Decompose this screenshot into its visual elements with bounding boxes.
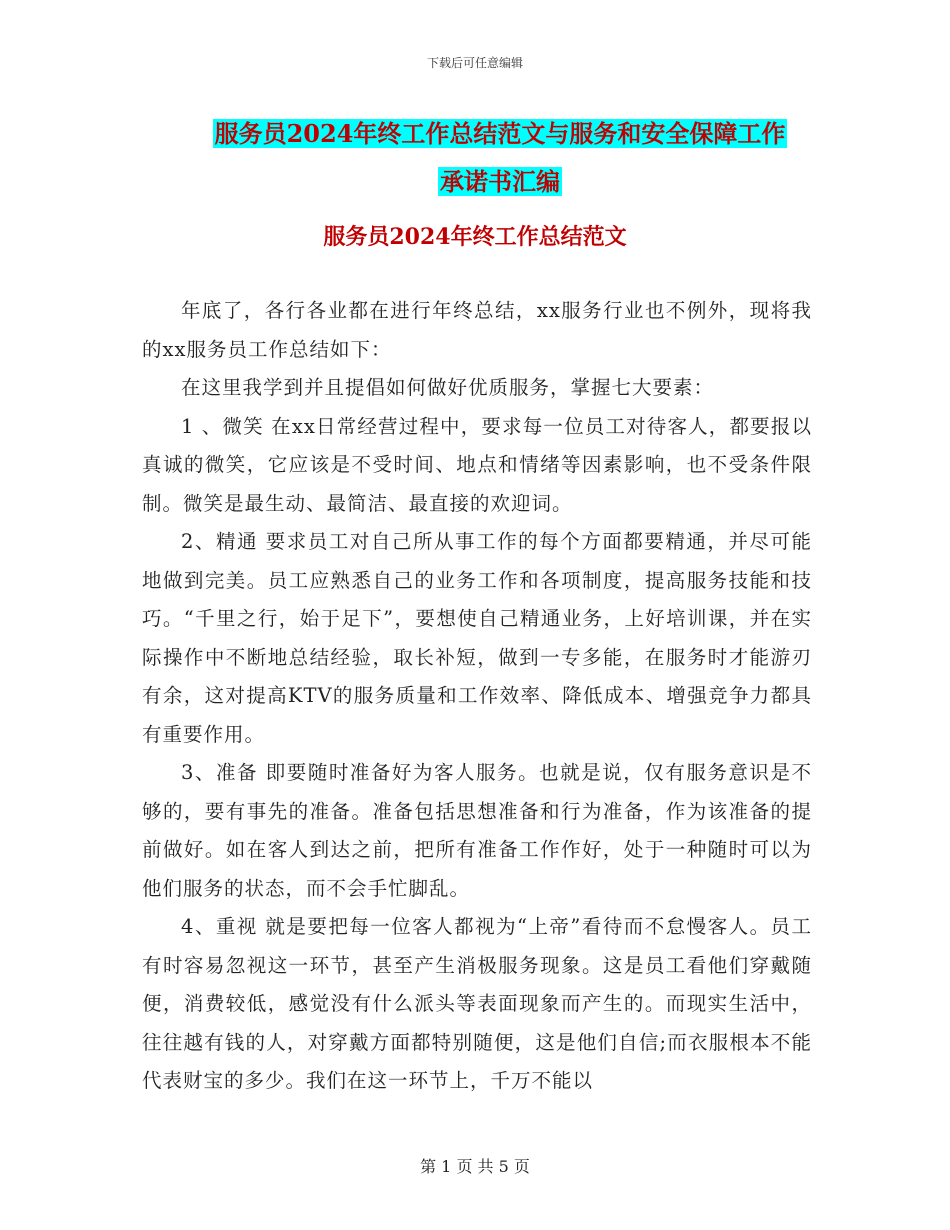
title-line-1: 服务员2024年终工作总结范文与服务和安全保障工作 [214, 119, 786, 148]
paragraph: 1 、微笑 在xx日常经营过程中，要求每一位员工对待客人，都要报以真诚的微笑，它应该是不受时间、地点和情绪等因素影响，也不受条件限制。微笑是最生动、最简洁、最直接的欢迎词。 [142, 414, 812, 515]
paragraph: 2、精通 要求员工对自己所从事工作的每个方面都要精通，并尽可能地做到完美。员工应熟悉自己的业务工作和各项制度，提高服务技能和技巧。“千里之行，始于足下”，要想使自己精通业务，上好培训课，并在实际操作中不断地总结经验，取长补短，做到一专多能，在服务时才能游刃有余，这对提高KTV的服务质量和工作效率、降低成本、增强竞争力都具有重要作用。 [142, 530, 812, 746]
paragraph: 4、重视 就是要把每一位客人都视为“上帝”看待而不怠慢客人。员工有时容易忽视这一环节，甚至产生消极服务现象。这是员工看他们穿戴随便，消费较低，感觉没有什么派头等表面现象而产生的。而现实生活中，往往越有钱的人，对穿戴方面都特别随便，这是他们自信;而衣服根本不能代表财宝的多少。我们在这一环节上，千万不能以 [142, 915, 812, 1092]
paragraph: 3、准备 即要随时准备好为客人服务。也就是说，仅有服务意识是不够的，要有事先的准备。准备包括思想准备和行为准备，作为该准备的提前做好。如在客人到达之前，把所有准备工作作好，处于一种随时可以为他们服务的状态，而不会手忙脚乱。 [142, 761, 812, 900]
title-line-2: 承诺书汇编 [440, 167, 560, 196]
page-number: 第 1 页 共 5 页 [420, 1157, 530, 1176]
body-text [142, 292, 812, 1101]
section-title: 服务员2024年终工作总结范文 [323, 224, 627, 250]
paragraph: 在这里我学到并且提倡如何做好优质服务，掌握七大要素： [181, 376, 715, 399]
document-title [140, 110, 860, 206]
header-note: 下载后可任意编辑 [426, 56, 523, 70]
paragraph: 年底了，各行各业都在进行年终总结，xx服务行业也不例外，现将我的xx服务员工作总结如下： [142, 299, 812, 361]
